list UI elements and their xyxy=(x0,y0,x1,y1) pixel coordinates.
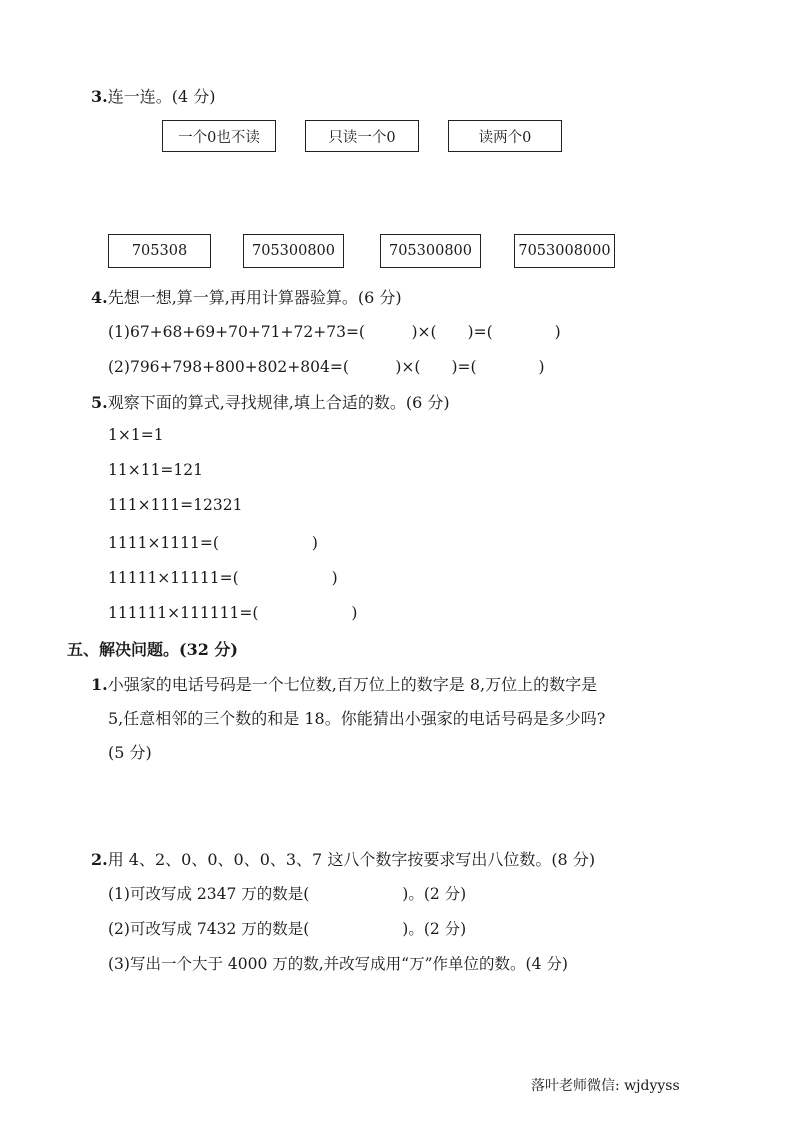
q3-bottom-box-1: 705308 xyxy=(108,234,211,268)
q5-line-6: 111111×111111=( ) xyxy=(108,604,358,622)
footer-contact: 落叶老师微信: wjdyyss xyxy=(531,1078,680,1094)
q3-top-box-2: 只读一个0 xyxy=(305,120,419,152)
q3-bottom-box-4: 7053008000 xyxy=(514,234,615,268)
q3-top-box-1: 一个0也不读 xyxy=(162,120,276,152)
p2-sub-3: (3)写出一个大于 4000 万的数,并改写成用“万”作单位的数。(4 分) xyxy=(108,955,568,973)
q5-line-1: 1×1=1 xyxy=(108,426,164,444)
p1-line-3: (5 分) xyxy=(108,743,152,762)
q4-line-1: (1)67+68+69+70+71+72+73=( )×( )=( ) xyxy=(108,323,561,341)
q4-number: 4. xyxy=(91,288,108,307)
p2-title xyxy=(91,847,595,870)
p2-number: 2. xyxy=(91,850,108,869)
q4-text: 先想一想,算一算,再用计算器验算。(6 分) xyxy=(107,288,402,307)
q3-number: 3. xyxy=(91,87,108,106)
q5-line-4: 1111×1111=( ) xyxy=(108,534,318,552)
p1-number: 1. xyxy=(91,675,108,694)
q5-line-5: 11111×11111=( ) xyxy=(108,569,338,587)
section-5-title: 五、解决问题。(32 分) xyxy=(67,640,238,659)
p1-line-1 xyxy=(91,672,597,695)
p2-text: 用 4、2、0、0、0、0、3、7 这八个数字按要求写出八位数。(8 分) xyxy=(107,850,596,869)
q5-text: 观察下面的算式,寻找规律,填上合适的数。(6 分) xyxy=(107,393,450,412)
q3-text: 连一连。(4 分) xyxy=(107,87,216,106)
q3-title xyxy=(91,84,215,107)
q5-line-3: 111×111=12321 xyxy=(108,496,243,514)
q5-title xyxy=(91,390,450,413)
p1-line-2: 5,任意相邻的三个数的和是 18。你能猜出小强家的电话号码是多少吗? xyxy=(108,709,606,728)
p2-sub-2: (2)可改写成 7432 万的数是( )。(2 分) xyxy=(108,920,467,938)
p2-sub-1: (1)可改写成 2347 万的数是( )。(2 分) xyxy=(108,885,467,903)
q5-line-2: 11×11=121 xyxy=(108,461,204,479)
q3-bottom-box-3: 705300800 xyxy=(380,234,481,268)
q3-top-box-3: 读两个0 xyxy=(448,120,562,152)
q5-number: 5. xyxy=(91,393,108,412)
q3-bottom-box-2: 705300800 xyxy=(243,234,344,268)
p1-text-1: 小强家的电话号码是一个七位数,百万位上的数字是 8,万位上的数字是 xyxy=(107,675,598,694)
q4-line-2: (2)796+798+800+802+804=( )×( )=( ) xyxy=(108,358,545,376)
q4-title xyxy=(91,285,402,308)
